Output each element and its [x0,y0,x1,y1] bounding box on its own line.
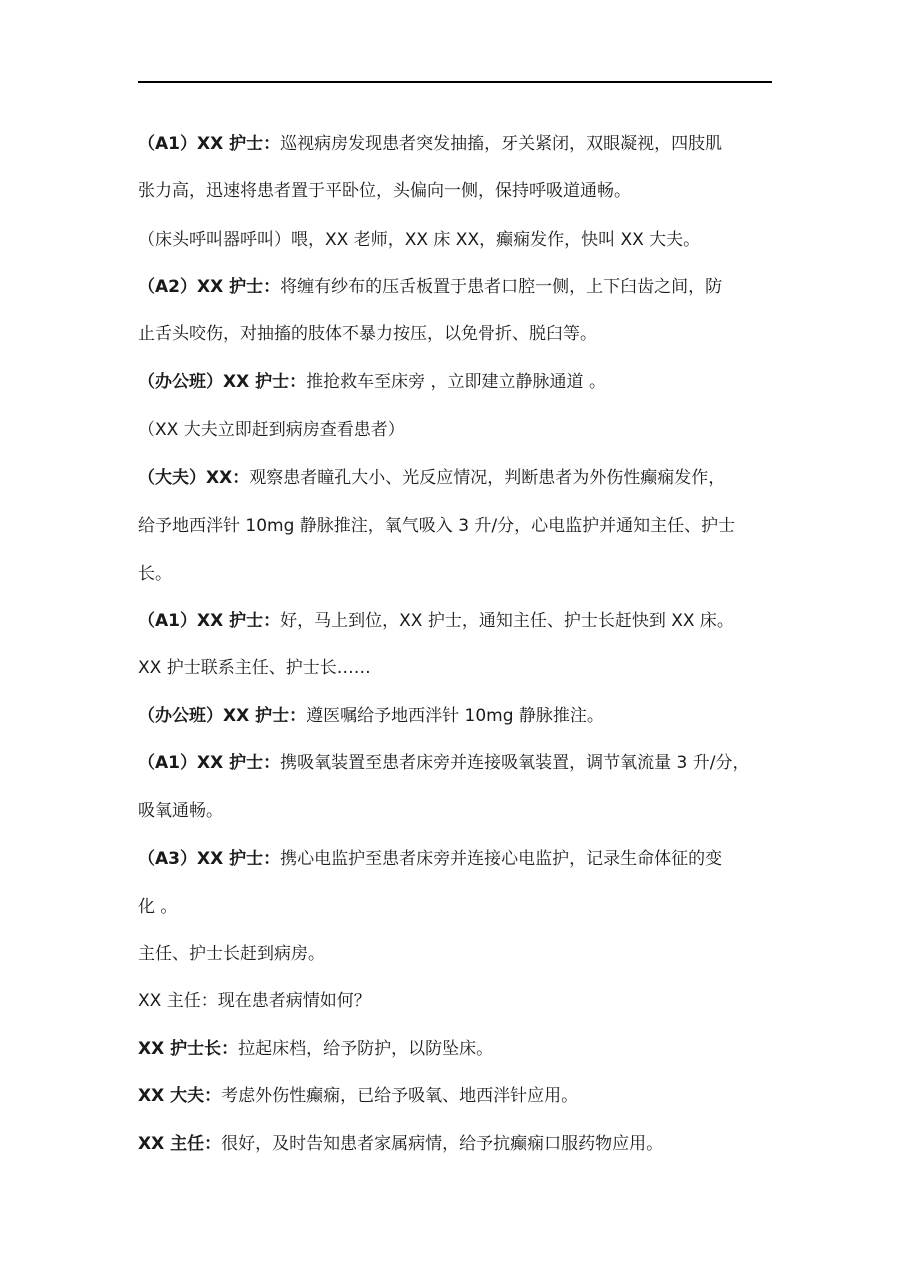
line-text: 携吸氧装置至患者床旁并连接吸氧装置，调节氧流量 3 升/分， [280,753,750,773]
line-text: 主任、护士长赶到病房。 [138,944,325,964]
speaker-label: XX 护士长： [138,1039,239,1059]
text-line [138,562,778,586]
text-line [138,704,778,728]
text-line [138,656,778,680]
line-text: 遵医嘱给予地西泮针 10mg 静脉推注。 [306,706,604,726]
line-text: 很好，及时告知患者家属病情，给予抗癫痫口服药物应用。 [221,1134,664,1154]
line-text: 好，马上到位，XX 护士，通知主任、护士长赶快到 XX 床。 [280,611,734,631]
text-line [138,1037,778,1061]
text-line [138,1132,778,1156]
speaker-label: （办公班）XX 护士： [138,706,307,726]
text-line [138,514,778,538]
line-text: 将缠有纱布的压舌板置于患者口腔一侧，上下臼齿之间，防 [280,277,723,297]
line-text: XX 主任：现在患者病情如何？ [138,991,371,1011]
line-text: （床头呼叫器呼叫）喂，XX 老师，XX 床 XX，癫痫发作，快叫 XX 大夫。 [138,230,701,250]
speaker-label: （A2）XX 护士： [138,277,281,297]
line-text: 观察患者瞳孔大小、光反应情况，判断患者为外伤性癫痫发作， [249,468,726,488]
text-line [138,418,778,442]
text-line [138,322,778,346]
text-line [138,942,778,966]
speaker-label: （A1）XX 护士： [138,134,281,154]
speaker-label: （A1）XX 护士： [138,753,281,773]
line-text: 给予地西泮针 10mg 静脉推注，氧气吸入 3 升/分，心电监护并通知主任、护士 [138,516,736,536]
text-line [138,989,778,1013]
speaker-label: （A1）XX 护士： [138,611,281,631]
line-text: 止舌头咬伤，对抽搐的肢体不暴力按压，以免骨折、脱臼等。 [138,324,597,344]
speaker-label: （办公班）XX 护士： [138,372,307,392]
text-line [138,895,778,919]
text-line [138,609,778,633]
line-text: 拉起床档，给予防护，以防坠床。 [238,1039,494,1059]
text-line [138,132,778,156]
speaker-label: （大夫）XX： [138,468,250,488]
line-text: （XX 大夫立即赶到病房查看患者） [138,420,405,440]
text-line [138,370,778,394]
line-text: 长。 [138,564,172,584]
line-text: 推抢救车至床旁 ，立即建立静脉通道 。 [306,372,606,392]
text-line [138,275,778,299]
header-rule [138,81,772,83]
line-text: XX 护士联系主任、护士长…… [138,658,371,678]
line-text: 巡视病房发现患者突发抽搐，牙关紧闭，双眼凝视，四肢肌 [280,134,723,154]
line-text: 吸氧通畅。 [138,801,223,821]
text-line [138,466,778,490]
line-text: 考虑外伤性癫痫，已给予吸氧、地西泮针应用。 [221,1086,579,1106]
text-line [138,179,778,203]
text-line [138,751,778,775]
line-text: 张力高，迅速将患者置于平卧位，头偏向一侧，保持呼吸道通畅。 [138,181,631,201]
text-line [138,1084,778,1108]
speaker-label: XX 大夫： [138,1086,222,1106]
speaker-label: XX 主任： [138,1134,222,1154]
speaker-label: （A3）XX 护士： [138,849,281,869]
line-text: 携心电监护至患者床旁并连接心电监护，记录生命体征的变 [280,849,723,869]
line-text: 化 。 [138,897,178,917]
text-line [138,228,778,252]
text-line [138,799,778,823]
text-line [138,847,778,871]
